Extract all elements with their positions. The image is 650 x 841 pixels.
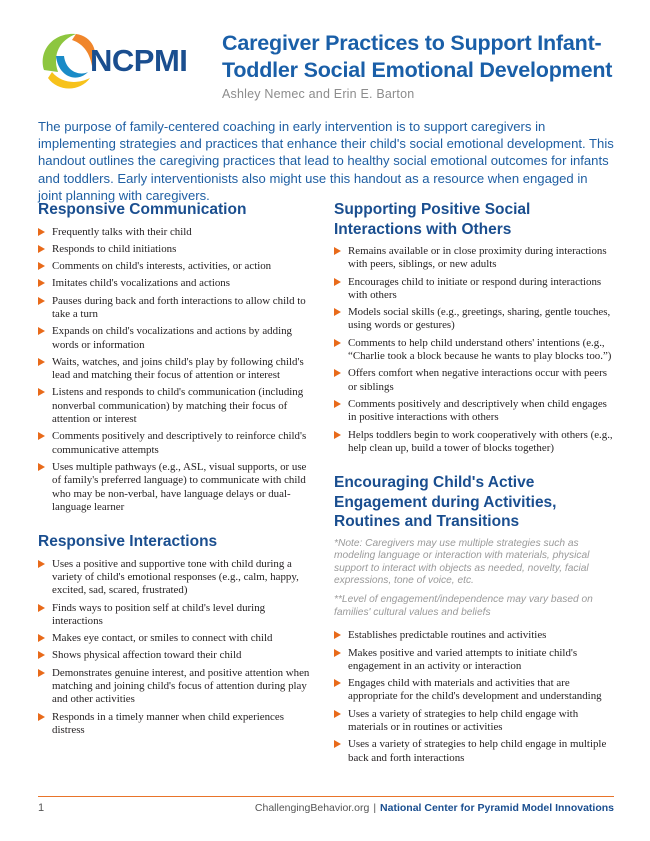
responsive-communication-list xyxy=(38,226,314,515)
footer-separator: | xyxy=(373,802,377,814)
list-item: Comments positively and descriptively when child engages in positive interactions with others xyxy=(334,398,616,425)
list-item: Shows physical affection toward their child xyxy=(38,649,314,662)
list-item: Makes positive and varied attempts to initiate child's engagement in an activity or interaction xyxy=(334,647,616,674)
intro-paragraph: The purpose of family-centered coaching in early intervention is to support caregivers in implementing strategies and practices that enhance their child's social emotional development. This handout outlines the caregiving practices that lead to healthy social emotional outcomes for infants and toddlers. Early interventionists also might use this handout as a resource when engaged in joint planning with caregivers. xyxy=(38,119,614,203)
list-item: Remains available or in close proximity during interactions with peers, siblings, or new adults xyxy=(334,245,616,272)
left-column xyxy=(38,200,314,741)
list-item: Helps toddlers begin to work cooperatively with others (e.g., help clean up, build a tower of blocks together) xyxy=(334,429,616,456)
list-item: Comments to help child understand others' intentions (e.g., “Charlie took a block because he wants to play blocks too.”) xyxy=(334,337,616,364)
list-item: Offers comfort when negative interactions occur with peers or siblings xyxy=(334,367,616,394)
section-heading-responsive-interactions: Responsive Interactions xyxy=(38,533,218,551)
list-item: Imitates child's vocalizations and actions xyxy=(38,277,314,290)
section-heading-responsive-communication: Responsive Communication xyxy=(38,201,247,218)
section-heading-positive-social-interactions: Supporting Positive Social Interactions with Others xyxy=(334,201,531,238)
list-item: Expands on child's vocalizations and actions by adding words or information xyxy=(38,325,314,352)
list-item: Frequently talks with their child xyxy=(38,226,314,239)
logo-wordmark: NCPMI xyxy=(90,43,188,78)
footer xyxy=(255,802,614,814)
list-item: Engages child with materials and activities that are appropriate for the child's development and understanding xyxy=(334,677,616,704)
list-item: Listens and responds to child's communication (including nonverbal communication) by matching their focus of attention or interest xyxy=(38,386,314,426)
list-item: Uses a variety of strategies to help child engage with materials or in routines or activities xyxy=(334,708,616,735)
list-item: Establishes predictable routines and activities xyxy=(334,629,616,642)
list-item: Pauses during back and forth interactions to allow child to take a turn xyxy=(38,295,314,322)
list-item: Models social skills (e.g., greetings, sharing, gentle touches, using words or gestures) xyxy=(334,306,616,333)
list-item: Responds in a timely manner when child experiences distress xyxy=(38,711,314,738)
list-item: Comments on child's interests, activities, or action xyxy=(38,260,314,273)
list-item: Uses a positive and supportive tone with child during a variety of child's emotional responses (e.g., calm, happy, excited, sad, scared, frustrated) xyxy=(38,558,314,598)
list-item: Uses multiple pathways (e.g., ASL, visual supports, or use of family's preferred language) to communicate with child who may be non-verbal, have language delays or dual-language learner xyxy=(38,461,314,514)
right-column xyxy=(334,200,616,769)
footer-divider xyxy=(38,796,614,797)
list-item: Responds to child initiations xyxy=(38,243,314,256)
list-item: Demonstrates genuine interest, and positive attention when matching and joining child's focus of attention during play and other activities xyxy=(38,667,314,707)
note-strategies: *Note: Caregivers may use multiple strategies such as modeling language or interaction with materials, physical support to interact with objects as needed, novelty, facial expressions, tone of voice, etc. xyxy=(334,537,590,587)
list-item: Encourages child to initiate or respond during interactions with others xyxy=(334,276,616,303)
list-item: Comments positively and descriptively to reinforce child's communicative attempts xyxy=(38,430,314,457)
title-block xyxy=(222,30,632,101)
responsive-interactions-list xyxy=(38,558,314,738)
active-engagement-list xyxy=(334,629,616,765)
page-title: Caregiver Practices to Support Infant-Toddler Social Emotional Development xyxy=(222,31,613,82)
list-item: Uses a variety of strategies to help child engage in multiple back and forth interactions xyxy=(334,738,616,765)
page-number: 1 xyxy=(38,802,45,814)
footer-org-name: National Center for Pyramid Model Innovations xyxy=(380,802,614,814)
list-item: Finds ways to position self at child's level during interactions xyxy=(38,602,314,629)
list-item: Waits, watches, and joins child's play by following child's lead and matching their focus of attention or interest xyxy=(38,356,314,383)
header xyxy=(36,26,626,106)
authors: Ashley Nemec and Erin E. Barton xyxy=(222,87,415,101)
note-engagement-level: **Level of engagement/independence may vary based on families' cultural values and beliefs xyxy=(334,594,593,618)
footer-site-link[interactable]: ChallengingBehavior.org xyxy=(254,802,370,814)
positive-social-list xyxy=(334,245,616,455)
list-item: Makes eye contact, or smiles to connect with child xyxy=(38,632,314,645)
ncpmi-logo xyxy=(36,26,204,96)
section-heading-active-engagement: Encouraging Child's Active Engagement during Activities, Routines and Transitions xyxy=(334,474,557,531)
